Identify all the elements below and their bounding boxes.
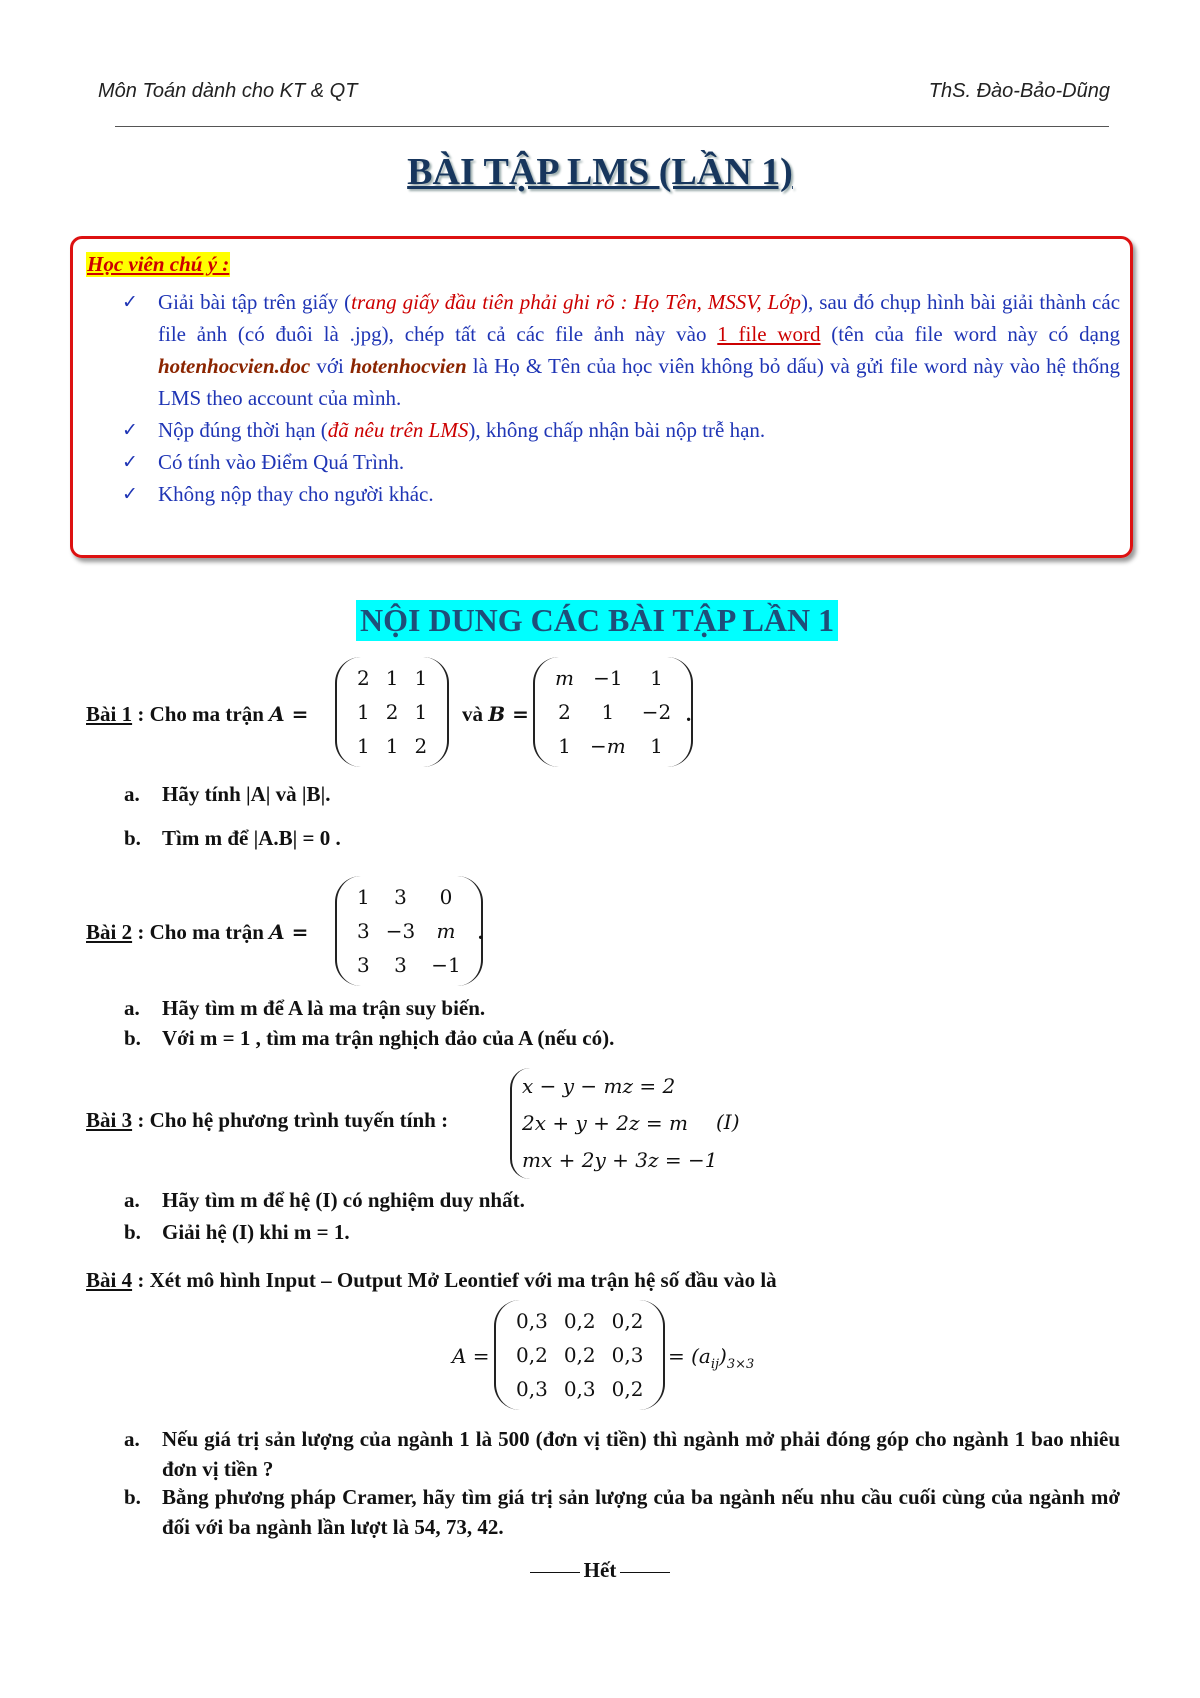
- exercise-4-a: [124, 1424, 1120, 1484]
- matrix-label: B =: [488, 702, 529, 726]
- matrix-cell: 1: [414, 700, 428, 724]
- notice-item-1: [120, 286, 1120, 414]
- equation: 2x + y + 2z = m: [522, 1111, 688, 1135]
- period: .: [686, 702, 692, 726]
- item-text: Tìm m để |A.B| = 0 .: [162, 826, 341, 850]
- matrix-label: A =: [452, 1344, 490, 1368]
- matrix-cell: 1: [601, 700, 615, 724]
- exercise-1-a: [124, 782, 330, 807]
- matrix-cell: 2: [385, 700, 399, 724]
- matrix-row: [508, 1304, 651, 1338]
- filename-text: hotenhocvien: [349, 354, 467, 378]
- equation: mx + 2y + 3z = −1: [522, 1148, 718, 1172]
- matrix-notation: [668, 1344, 754, 1372]
- exercise-2-b: [124, 1026, 614, 1051]
- notice-list: [120, 286, 1120, 510]
- matrix-row: [508, 1372, 651, 1406]
- matrix-cell: m: [436, 919, 456, 943]
- matrix-cell: 0,2: [611, 1377, 644, 1401]
- check-icon: ✓: [122, 483, 138, 505]
- matrix-A4: [494, 1300, 665, 1410]
- exercise-3-intro: [86, 1108, 448, 1133]
- exercise-4-b: [124, 1482, 1120, 1542]
- item-text: Hãy tính |A| và |B|.: [162, 782, 331, 806]
- text: : Cho hệ phương trình tuyến tính :: [132, 1108, 449, 1132]
- matrix-row: [547, 661, 679, 695]
- item-label: a.: [124, 996, 140, 1020]
- matrix-cell: 1: [357, 700, 370, 724]
- matrix-cell: 1: [650, 734, 663, 758]
- text: Nộp đúng thời hạn (: [158, 418, 328, 442]
- matrix-row: [508, 1338, 651, 1372]
- notice-heading: Học viên chú ý :: [87, 252, 230, 276]
- end-marker: [0, 1558, 1200, 1583]
- check-icon: ✓: [122, 291, 138, 313]
- item-label: a.: [124, 1427, 140, 1451]
- matrix-cell: −1: [431, 953, 461, 977]
- item-label: a.: [124, 1188, 140, 1212]
- matrix-cell: 1: [357, 734, 370, 758]
- exercise-3-a: [124, 1188, 525, 1213]
- matrix-label: A =: [269, 920, 309, 944]
- matrix-cell: 1: [558, 734, 571, 758]
- matrix-cell: 0,2: [563, 1309, 596, 1333]
- item-label: b.: [124, 1220, 141, 1244]
- text: : Xét mô hình Input – Output Mở Leontief với ma trận hệ số đầu vào là: [132, 1268, 777, 1292]
- header-author: ThS. Đào-Bảo-Dũng: [928, 80, 1110, 102]
- text: Có tính vào Điểm Quá Trình.: [158, 450, 405, 474]
- item-label: b.: [124, 826, 141, 850]
- matrix-cell: 1: [650, 666, 663, 690]
- matrix-cell: 2: [414, 734, 428, 758]
- equation-system: [510, 1068, 717, 1179]
- matrix-cell: 3: [394, 885, 407, 909]
- matrix-A2: [335, 876, 483, 986]
- text: và: [462, 702, 483, 726]
- text: Giải bài tập trên giấy (: [158, 290, 352, 314]
- exercise-label: Bài 4: [86, 1268, 133, 1292]
- page-title: BÀI TẬP LMS (LẦN 1): [407, 151, 793, 193]
- matrix-cell: −m: [589, 734, 626, 758]
- matrix-cell: 1: [385, 734, 399, 758]
- item-text: Giải hệ (I) khi m = 1.: [162, 1220, 350, 1244]
- matrix-cell: 0,3: [516, 1377, 548, 1401]
- notice-item-2: [120, 414, 1120, 446]
- item-text: Hãy tìm m để hệ (I) có nghiệm duy nhất.: [162, 1188, 525, 1212]
- item-label: a.: [124, 782, 140, 806]
- matrix-B1: [533, 657, 693, 767]
- notice-item-4: [120, 478, 1120, 510]
- filename-text: hotenhocvien.doc: [158, 354, 311, 378]
- header-course: Môn Toán dành cho KT & QT: [98, 80, 358, 102]
- red-text: 1 file word: [717, 322, 821, 346]
- exercise-4-intro: [86, 1268, 777, 1293]
- text: : Cho ma trận: [132, 702, 270, 726]
- exercise-1-b: [124, 826, 341, 851]
- subscript: 3×3: [726, 1357, 755, 1372]
- text: là Họ & Tên của học viên không bỏ dấu) và gửi file word này vào hệ thống LMS theo account của mình.: [158, 354, 1120, 410]
- text: ), không chấp nhận bài nộp trễ hạn.: [468, 418, 766, 442]
- matrix-cell: 0,3: [563, 1377, 596, 1401]
- text: = (a: [668, 1344, 711, 1368]
- red-text: trang giấy đầu tiên phải ghi rõ : Họ Tên, MSSV, Lớp: [351, 290, 802, 314]
- exercise-2-intro: [86, 920, 308, 945]
- end-text: Hết: [583, 1558, 617, 1582]
- matrix-cell: m: [555, 666, 574, 690]
- period: .: [478, 920, 484, 944]
- exercise-label: Bài 3: [86, 1108, 133, 1132]
- matrix-cell: 2: [357, 666, 370, 690]
- matrix-row: [349, 661, 435, 695]
- matrix-cell: 1: [414, 666, 428, 690]
- matrix-row: [349, 880, 469, 914]
- matrix-cell: −2: [641, 700, 672, 724]
- item-text: Nếu giá trị sản lượng của ngành 1 là 500 (đơn vị tiền) thì ngành mở phải đóng góp cho ngành 1 bao nhiêu đơn vị tiền ?: [162, 1427, 1120, 1481]
- subscript: ij: [710, 1357, 720, 1372]
- matrix-cell: 0,2: [516, 1343, 548, 1367]
- exercise-2-a: [124, 996, 485, 1021]
- item-label: b.: [124, 1485, 141, 1509]
- exercise-3-b: [124, 1220, 350, 1245]
- item-text: Với m = 1 , tìm ma trận nghịch đảo của A (nếu có).: [162, 1026, 615, 1050]
- text: với: [310, 354, 350, 378]
- system-tag: (I): [716, 1110, 740, 1134]
- text: ), sau đó chụp hình bài giải thành các file ảnh (có đuôi là .jpg), chép tất cả các file ảnh này vào: [158, 290, 1121, 346]
- red-text: đã nêu trên LMS: [327, 418, 469, 442]
- matrix-cell: 0,2: [611, 1309, 644, 1333]
- matrix-row: [547, 729, 679, 763]
- item-label: b.: [124, 1026, 141, 1050]
- text: (tên của file word này có dạng: [820, 322, 1120, 346]
- matrix-cell: 3: [357, 953, 370, 977]
- matrix-row: [547, 695, 679, 729]
- header-divider: [115, 126, 1109, 127]
- item-text: Bằng phương pháp Cramer, hãy tìm giá trị sản lượng của ba ngành nếu nhu cầu cuối cùng của ngành mở đối với ba ngành lần lượt là 54, 73, 42.: [162, 1485, 1120, 1539]
- matrix-cell: 0,3: [611, 1343, 644, 1367]
- text: : Cho ma trận: [132, 920, 270, 944]
- matrix-cell: 3: [357, 919, 370, 943]
- matrix-cell: 2: [558, 700, 571, 724]
- exercise-1-and: [462, 702, 529, 727]
- matrix-row: [349, 914, 469, 948]
- text: Không nộp thay cho người khác.: [158, 482, 434, 506]
- matrix-cell: 0: [439, 885, 453, 909]
- equation: x − y − mz = 2: [522, 1074, 676, 1098]
- exercise-1-intro: [86, 702, 308, 727]
- section-title: NỘI DUNG CÁC BÀI TẬP LẦN 1: [356, 600, 838, 641]
- matrix-cell: 1: [357, 885, 370, 909]
- matrix-cell: 1: [385, 666, 399, 690]
- text: ): [719, 1344, 727, 1368]
- exercise-label: Bài 2: [86, 920, 133, 944]
- item-text: Hãy tìm m để A là ma trận suy biến.: [162, 996, 486, 1020]
- matrix-cell: 0,2: [563, 1343, 596, 1367]
- matrix-cell: 0,3: [516, 1309, 548, 1333]
- matrix-row: [349, 948, 469, 982]
- matrix-cell: −1: [593, 666, 623, 690]
- matrix-label: A =: [269, 702, 309, 726]
- matrix-cell: −3: [385, 919, 416, 943]
- check-icon: ✓: [122, 451, 138, 473]
- matrix-row: [349, 695, 435, 729]
- notice-item-3: [120, 446, 1120, 478]
- matrix-cell: 3: [394, 953, 407, 977]
- check-icon: ✓: [122, 419, 138, 441]
- matrix-row: [349, 729, 435, 763]
- exercise-label: Bài 1: [86, 702, 133, 726]
- matrix-A1: [335, 657, 449, 767]
